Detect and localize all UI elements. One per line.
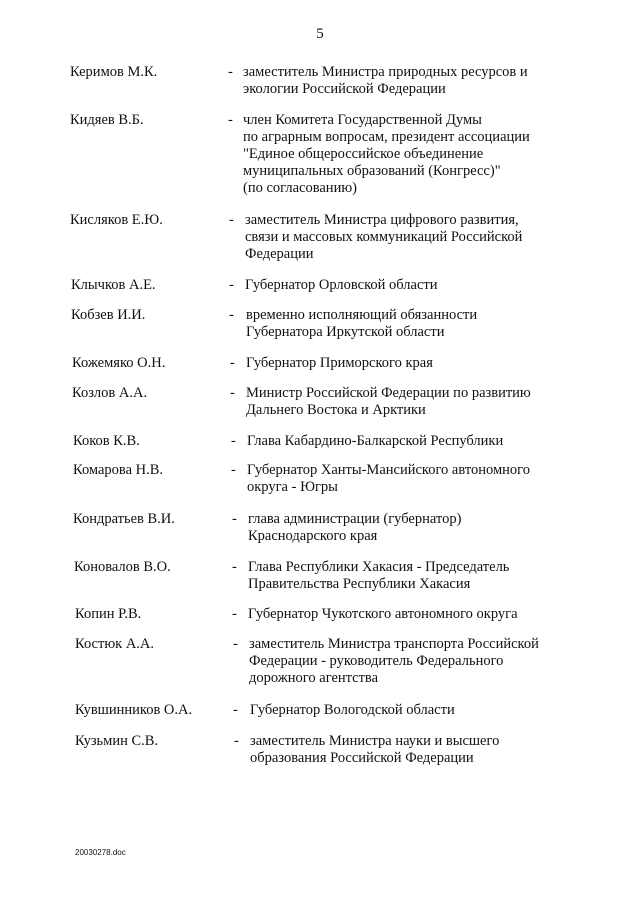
member-name: Кидяев В.Б. bbox=[70, 112, 144, 128]
member-position: заместитель Министра транспорта Российской Федерации - руководитель Федерального дорожного агентства bbox=[249, 636, 539, 686]
member-position: Губернатор Ханты-Мансийского автономного округа - Югры bbox=[247, 462, 530, 495]
member-dash: - bbox=[229, 212, 234, 228]
member-name: Кондратьев В.И. bbox=[73, 511, 175, 527]
member-dash: - bbox=[232, 606, 237, 622]
member-dash: - bbox=[230, 385, 235, 401]
member-dash: - bbox=[229, 277, 234, 293]
file-name-footer: 20030278.doc bbox=[75, 848, 126, 857]
member-position: Глава Республики Хакасия - Председатель Правительства Республики Хакасия bbox=[248, 559, 510, 592]
member-dash: - bbox=[229, 307, 234, 323]
member-position: Министр Российской Федерации по развитию Дальнего Востока и Арктики bbox=[246, 385, 531, 418]
member-position: Губернатор Орловской области bbox=[245, 277, 438, 293]
member-position: член Комитета Государственной Думы по аграрным вопросам, президент ассоциации "Единое общероссийское объединение муниципальных образований (Конгресс)" (по согласованию) bbox=[243, 112, 530, 196]
member-name: Копин Р.В. bbox=[75, 606, 142, 622]
page-number: 5 bbox=[316, 26, 324, 42]
member-position: глава администрации (губернатор) Краснодарского края bbox=[248, 511, 462, 544]
member-name: Коков К.В. bbox=[73, 433, 140, 449]
member-position: временно исполняющий обязанности Губернатора Иркутской области bbox=[246, 307, 478, 340]
member-dash: - bbox=[233, 636, 238, 652]
member-dash: - bbox=[230, 355, 235, 371]
member-name: Коновалов В.О. bbox=[74, 559, 171, 575]
member-position: заместитель Министра природных ресурсов и экологии Российской Федерации bbox=[243, 64, 528, 97]
member-name: Козлов А.А. bbox=[72, 385, 148, 401]
member-position: Губернатор Вологодской области bbox=[250, 702, 455, 718]
member-dash: - bbox=[233, 702, 238, 718]
member-name: Кобзев И.И. bbox=[71, 307, 146, 323]
member-name: Комарова Н.В. bbox=[73, 462, 164, 478]
member-position: Глава Кабардино-Балкарской Республики bbox=[247, 433, 504, 449]
member-dash: - bbox=[232, 511, 237, 527]
member-name: Керимов М.К. bbox=[70, 64, 158, 80]
member-dash: - bbox=[232, 559, 237, 575]
member-dash: - bbox=[234, 733, 239, 749]
member-name: Кувшинников О.А. bbox=[75, 702, 193, 718]
member-position: Губернатор Чукотского автономного округа bbox=[248, 606, 518, 622]
member-dash: - bbox=[228, 112, 233, 128]
member-dash: - bbox=[231, 462, 236, 478]
member-name: Кожемяко О.Н. bbox=[72, 355, 166, 371]
member-position: заместитель Министра науки и высшего образования Российской Федерации bbox=[250, 733, 500, 766]
member-name: Кузьмин С.В. bbox=[75, 733, 159, 749]
member-position: Губернатор Приморского края bbox=[246, 355, 433, 371]
member-dash: - bbox=[231, 433, 236, 449]
member-name: Клычков А.Е. bbox=[71, 277, 156, 293]
member-dash: - bbox=[228, 64, 233, 80]
member-name: Кисляков Е.Ю. bbox=[70, 212, 163, 228]
member-name: Костюк А.А. bbox=[75, 636, 155, 652]
member-position: заместитель Министра цифрового развития, связи и массовых коммуникаций Российской Федерации bbox=[245, 212, 523, 262]
